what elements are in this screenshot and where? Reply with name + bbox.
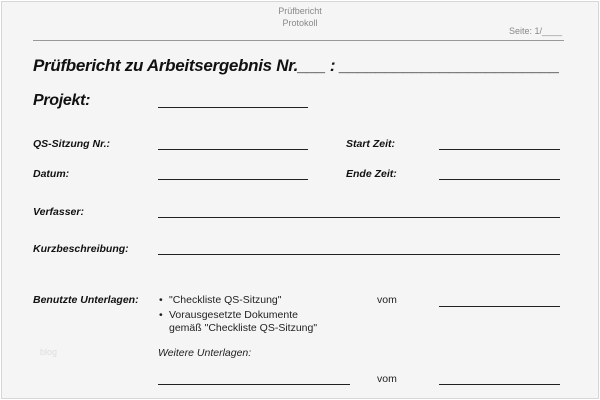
ende-zeit-field[interactable]	[439, 179, 560, 180]
watermark: blog	[40, 347, 58, 357]
bullet-icon: •	[159, 309, 163, 321]
header-title: Prüfbericht	[278, 6, 322, 16]
page-number: Seite: 1/____	[509, 26, 563, 36]
vom-label: vom	[377, 294, 397, 306]
datum-field[interactable]	[158, 179, 308, 180]
qs-sitzung-label: QS-Sitzung Nr.:	[33, 138, 110, 150]
kurzbeschreibung-field[interactable]	[158, 254, 560, 255]
document-item: "Checkliste QS-Sitzung"	[169, 294, 282, 306]
header-subtitle: Protokoll	[282, 18, 318, 28]
datum-label: Datum:	[33, 168, 70, 180]
weitere-unterlagen-label: Weitere Unterlagen:	[158, 347, 252, 359]
benutzte-unterlagen-label: Benutzte Unterlagen:	[33, 294, 139, 306]
qs-sitzung-field[interactable]	[158, 149, 308, 150]
page-title: Prüfbericht zu Arbeitsergebnis Nr.___ : ________________________	[33, 56, 560, 75]
start-zeit-label: Start Zeit:	[346, 138, 396, 150]
header-divider	[33, 40, 564, 41]
document-item: Vorausgesetzte Dokumente	[169, 309, 298, 321]
project-label: Projekt:	[33, 92, 91, 109]
vom-date-field[interactable]	[439, 306, 560, 307]
ende-zeit-label: Ende Zeit:	[346, 168, 397, 180]
start-zeit-field[interactable]	[439, 149, 560, 150]
weitere-unterlagen-field[interactable]	[158, 384, 350, 385]
vom-date-field[interactable]	[439, 384, 560, 385]
document-page	[1, 1, 599, 399]
project-field[interactable]	[158, 107, 308, 108]
bullet-icon: •	[159, 294, 163, 306]
vom-label: vom	[377, 373, 397, 385]
document-item-continued: gemäß "Checkliste QS-Sitzung"	[169, 322, 318, 334]
verfasser-field[interactable]	[158, 217, 560, 218]
kurzbeschreibung-label: Kurzbeschreibung:	[33, 243, 129, 255]
verfasser-label: Verfasser:	[33, 206, 84, 218]
